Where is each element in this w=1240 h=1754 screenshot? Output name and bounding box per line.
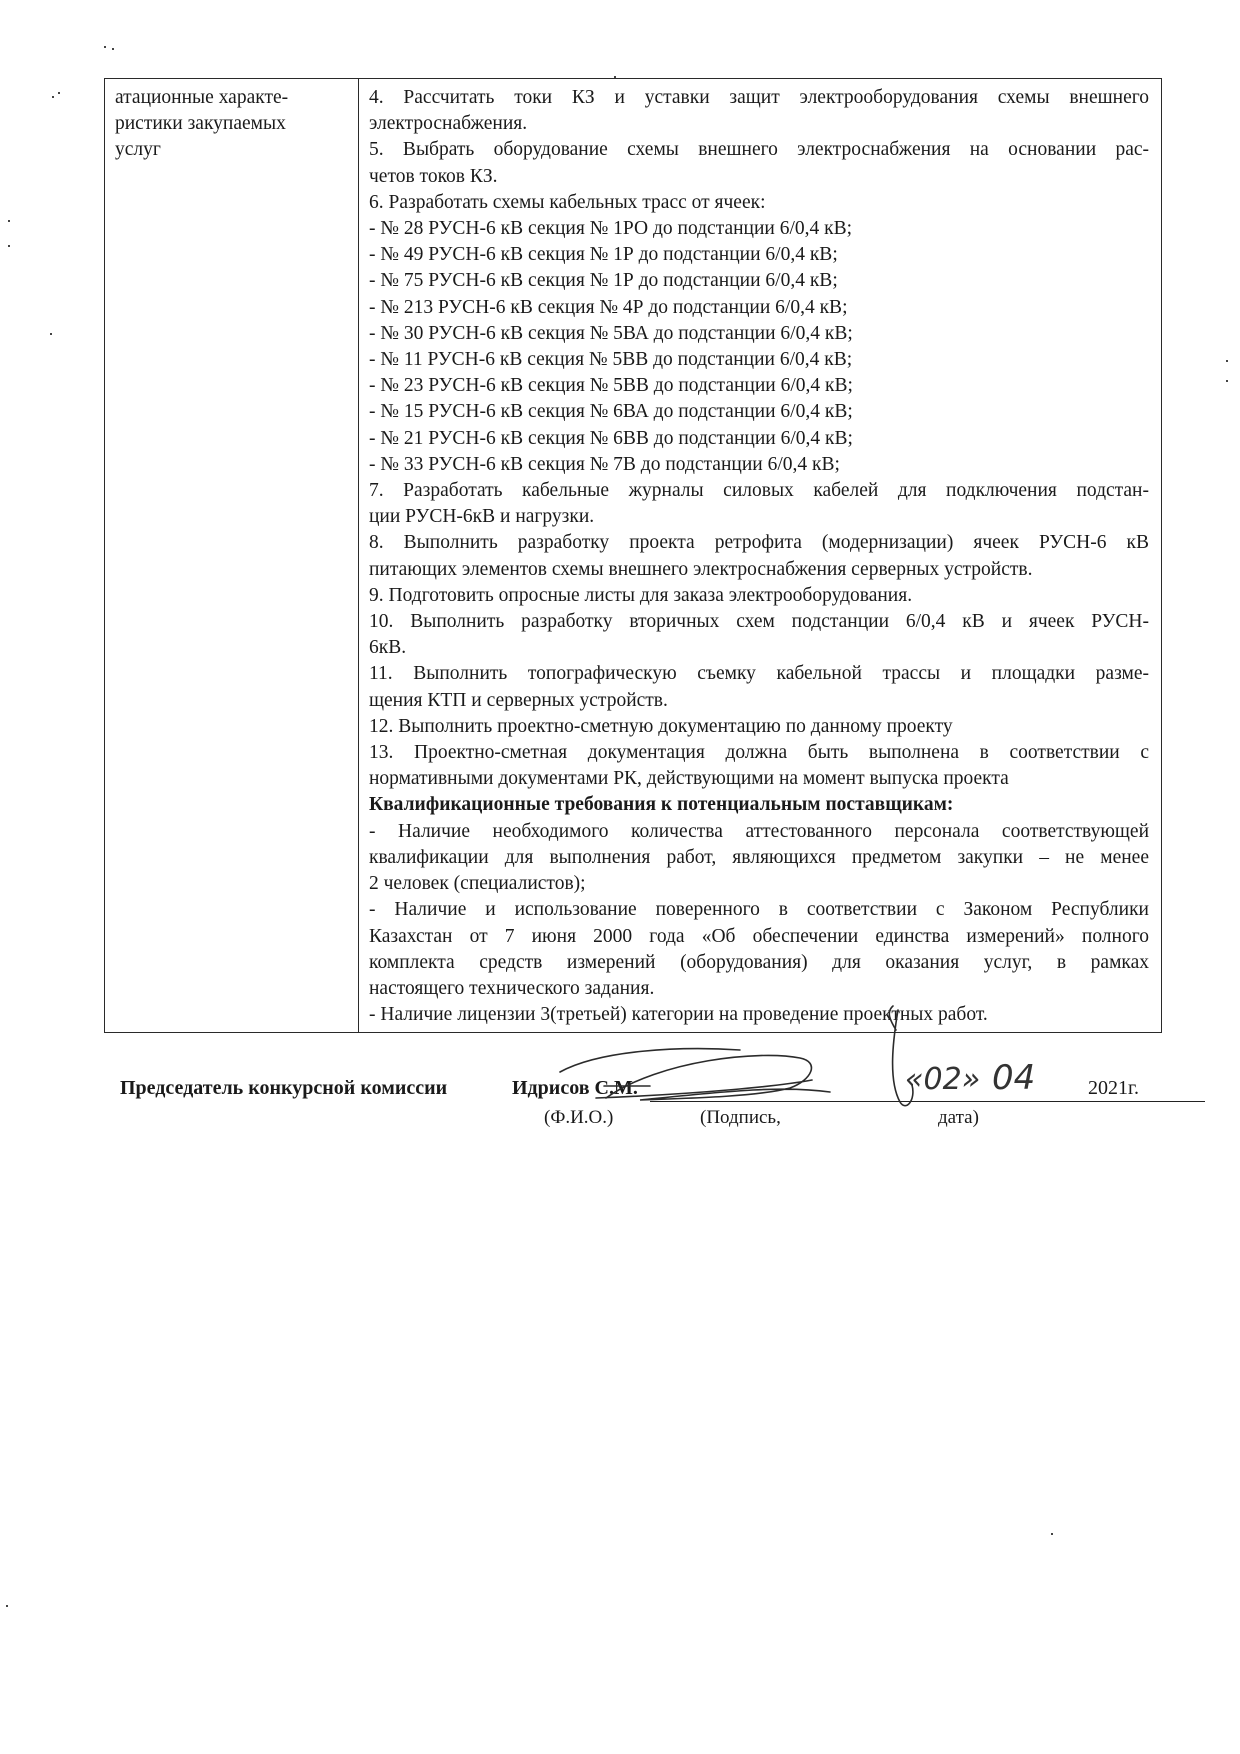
signature-line (650, 1101, 1205, 1102)
right-cell (359, 79, 1162, 1033)
chairman-name: Идрисов С.М. (512, 1077, 638, 1099)
qualification-item-line: - Наличие лицензии 3(третьей) категории на проведение проектных работ. (369, 1004, 988, 1026)
task-item-line: - № 15 РУСН-6 кВ секция № 6ВА до подстанции 6/0,4 кВ; (369, 401, 853, 423)
task-item-line: электроснабжения. (369, 113, 528, 135)
task-item-line: - № 213 РУСН-6 кВ секция № 4Р до подстанции 6/0,4 кВ; (369, 296, 848, 318)
task-item-line: - № 33 РУСН-6 кВ секция № 7В до подстанции 6/0,4 кВ; (369, 453, 840, 475)
task-item-line: 9. Подготовить опросные листы для заказа электрооборудования. (369, 584, 913, 606)
signature-year: 2021г. (1088, 1077, 1139, 1099)
task-item-line: 5. Выбрать оборудование схемы внешнего электроснабжения на основании рас- (369, 139, 1149, 161)
left-cell-line: атационные характе- (115, 87, 289, 108)
task-item-line: - № 75 РУСН-6 кВ секция № 1Р до подстанции 6/0,4 кВ; (369, 270, 838, 292)
task-item-line: ции РУСН-6кВ и нагрузки. (369, 506, 595, 528)
specification-table (104, 78, 1162, 1033)
task-item-line: четов токов КЗ. (369, 165, 498, 187)
task-item-line: - № 23 РУСН-6 кВ секция № 5ВВ до подстанции 6/0,4 кВ; (369, 375, 853, 397)
left-cell-line: ристики закупаемых (115, 113, 286, 134)
task-item-line: 8. Выполнить разработку проекта ретрофита (модернизации) ячеек РУСН-6 кВ (369, 532, 1149, 554)
task-item-line: - № 28 РУСН-6 кВ секция № 1РО до подстанции 6/0,4 кВ; (369, 218, 853, 240)
handwritten-month: 04 (992, 1058, 1036, 1098)
task-item-line: - № 21 РУСН-6 кВ секция № 6ВВ до подстанции 6/0,4 кВ; (369, 427, 853, 449)
task-item-line: 11. Выполнить топографическую съемку кабельной трассы и площадки разме- (369, 663, 1149, 685)
qualification-item-line: Казахстан от 7 июня 2000 года «Об обеспечении единства измерений» полного (369, 925, 1149, 947)
table-row (105, 79, 1162, 1033)
task-item-line: 4. Рассчитать токи КЗ и уставки защит электрооборудования схемы внешнего (369, 87, 1149, 108)
task-item-line: нормативными документами РК, действующими на момент выпуска проекта (369, 768, 1009, 790)
task-item-line: щения КТП и серверных устройств. (369, 689, 668, 711)
qualification-item-line: - Наличие необходимого количества аттестованного персонала соответствующей (369, 820, 1149, 842)
task-item-line: 12. Выполнить проектно-сметную документацию по данному проекту (369, 715, 953, 737)
task-item-line: 10. Выполнить разработку вторичных схем подстанции 6/0,4 кВ и ячеек РУСН- (369, 611, 1149, 633)
task-item-line: 7. Разработать кабельные журналы силовых кабелей для подключения подстан- (369, 480, 1149, 502)
qualification-item-line: комплекта средств измерений (оборудования) для оказания услуг, в рамках (369, 951, 1149, 973)
left-cell-line: услуг (115, 139, 161, 160)
caption-signature: (Подпись, (700, 1107, 781, 1128)
qualification-heading: Квалификационные требования к потенциальным поставщикам: (369, 794, 954, 816)
task-item-line: 6кВ. (369, 637, 407, 659)
task-item-line: питающих элементов схемы внешнего электроснабжения серверных устройств. (369, 558, 1033, 580)
task-item-line: 6. Разработать схемы кабельных трасс от ячеек: (369, 191, 766, 213)
task-item-line: - № 11 РУСН-6 кВ секция № 5ВВ до подстанции 6/0,4 кВ; (369, 349, 853, 371)
handwritten-day: «02» (905, 1062, 981, 1097)
qualification-item-line: 2 человек (специалистов); (369, 873, 586, 895)
qualification-item-line: настоящего технического задания. (369, 977, 655, 999)
task-item-line: - № 30 РУСН-6 кВ секция № 5ВА до подстанции 6/0,4 кВ; (369, 322, 853, 344)
left-cell (105, 79, 359, 1033)
caption-fio: (Ф.И.О.) (544, 1107, 614, 1128)
task-item-line: - № 49 РУСН-6 кВ секция № 1Р до подстанции 6/0,4 кВ; (369, 244, 838, 266)
caption-date: дата) (938, 1107, 979, 1128)
qualification-item-line: квалификации для выполнения работ, являющихся предметом закупки – не менее (369, 846, 1149, 868)
chairman-label: Председатель конкурсной комиссии (120, 1077, 448, 1099)
qualification-item-line: - Наличие и использование поверенного в соответствии с Законом Республики (369, 899, 1149, 921)
task-item-line: 13. Проектно-сметная документация должна быть выполнена в соответствии с (369, 742, 1149, 764)
